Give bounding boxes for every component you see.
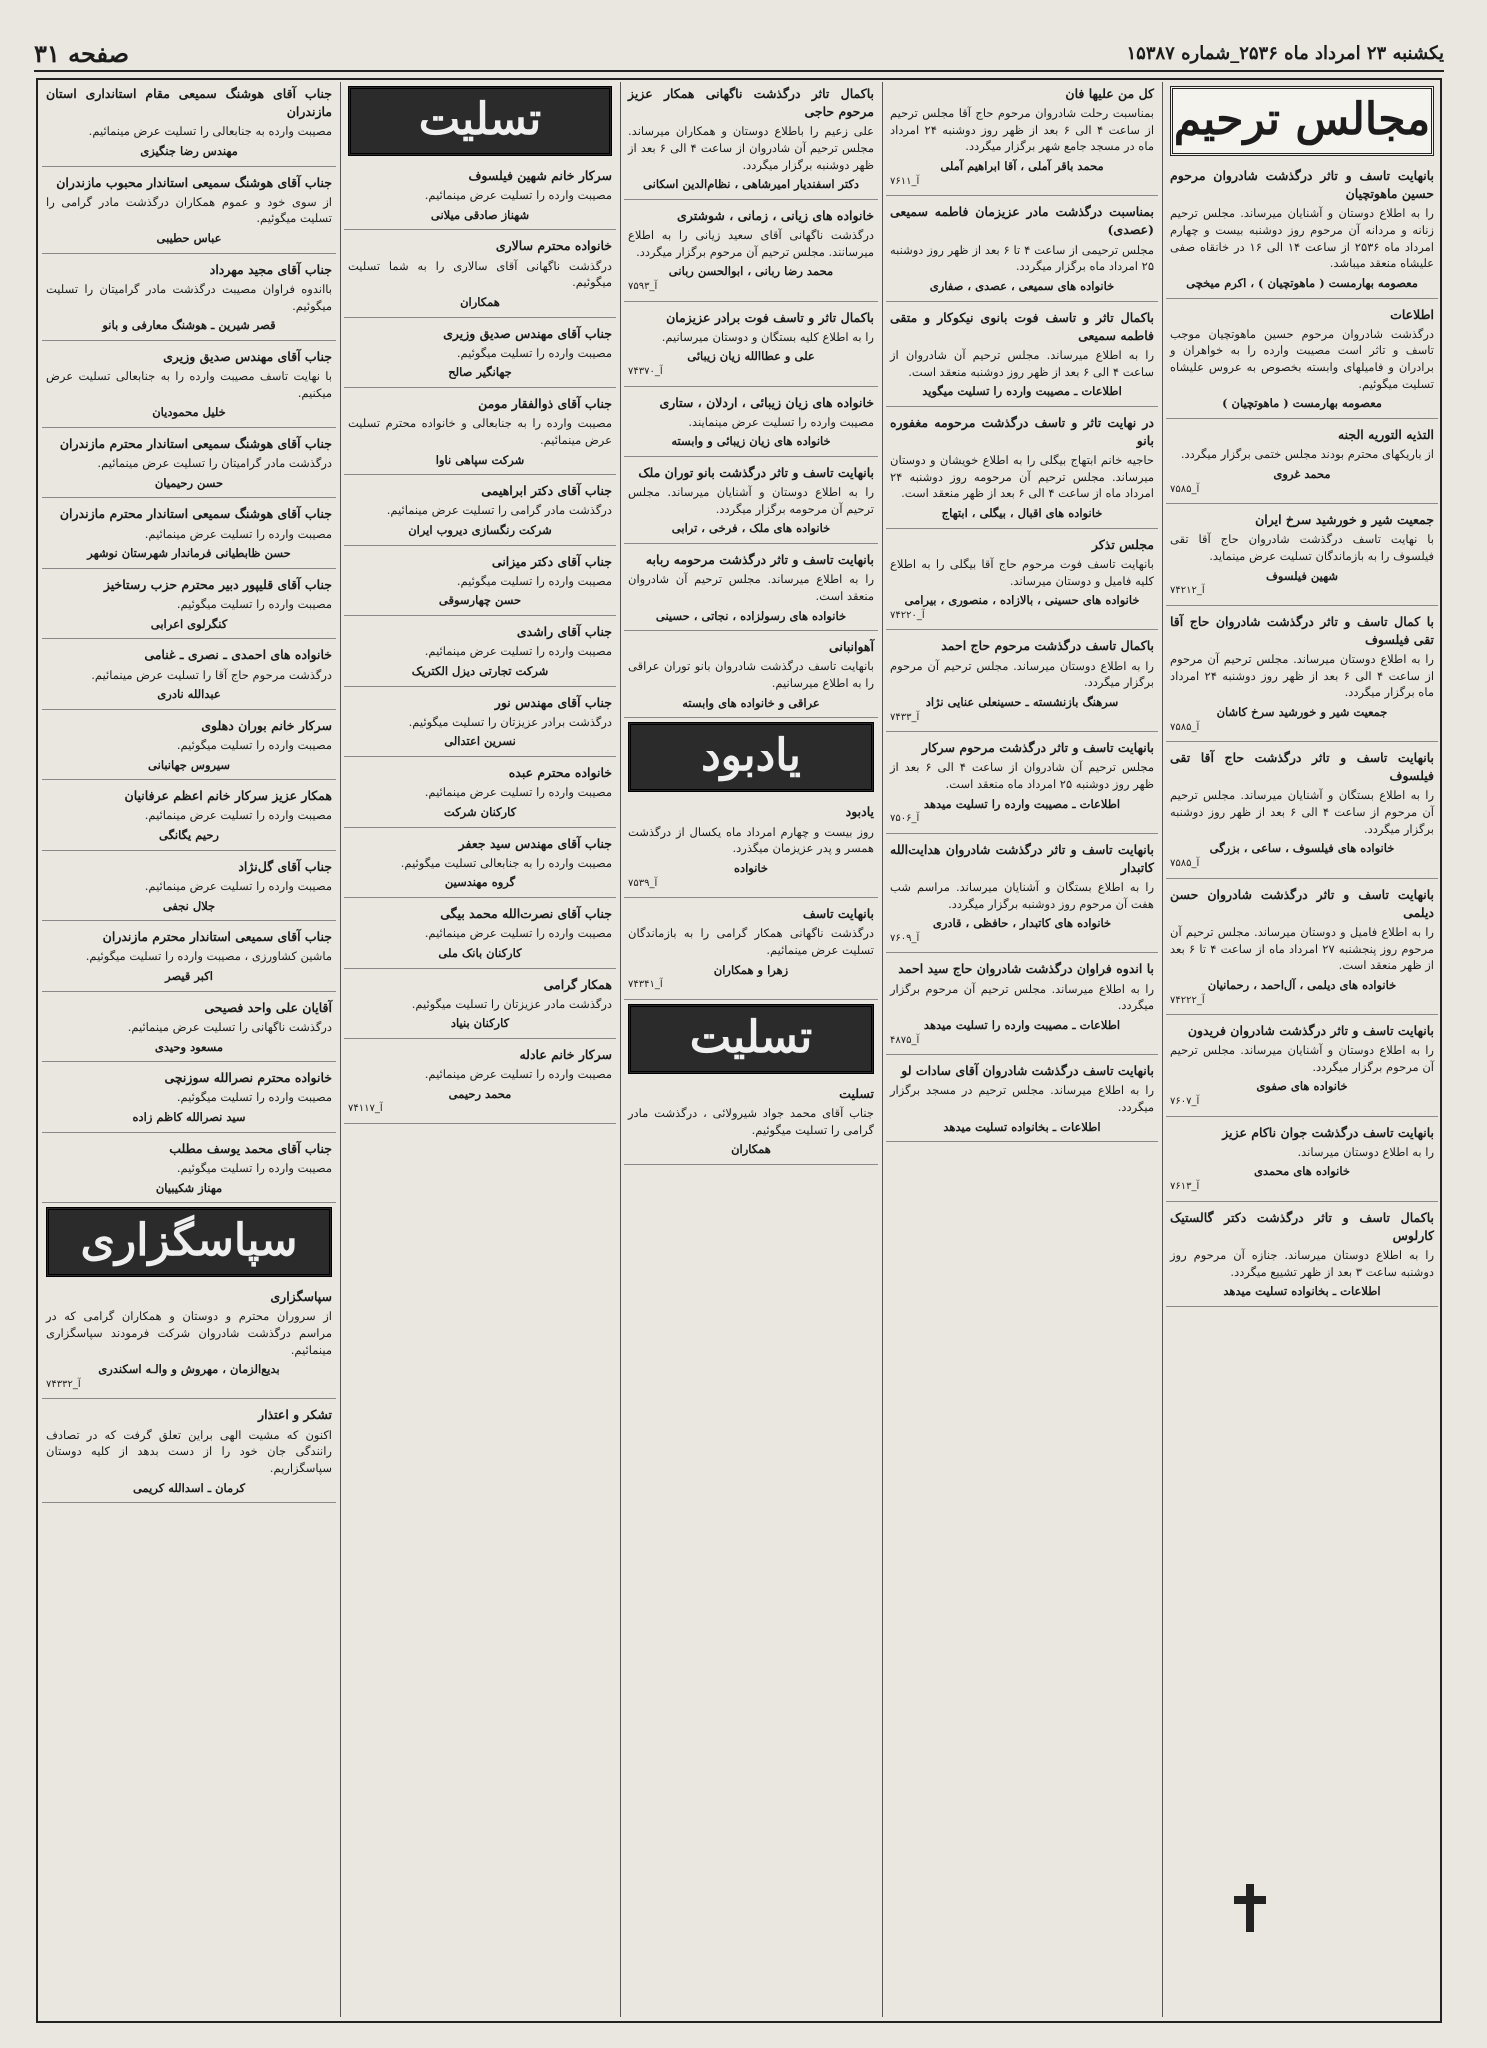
notice-signature: شرکت سپاهی ناوا <box>435 452 525 467</box>
col1-notices <box>1166 164 1438 1307</box>
notice-title: جناب آقای مهندس صدیق وزیری <box>443 325 612 341</box>
notice-body: را به اطلاع فامیل و دوستان میرساند. مجلس ترحیم آن مرحوم روز پنجشنبه ۲۷ امرداد ماه از ساعت ۴ تا ۶ بعد از ظهر منعقد است. <box>1170 924 1435 973</box>
notice-signature: معصومه بهارمست ( ماهوتچیان ) ، اکرم میخچی <box>1186 275 1418 290</box>
notice-title: جناب آقای مجید مهرداد <box>209 261 332 277</box>
obituary-notice <box>624 461 878 544</box>
obituary-notice <box>42 502 336 568</box>
notice-title: جناب آقای نصرت‌الله محمد بیگی <box>440 906 612 922</box>
col3-notices-c <box>624 1082 878 1165</box>
notice-signature: خلیل محمودیان <box>152 405 226 420</box>
obituary-notice <box>42 258 336 341</box>
obituary-notice <box>624 548 878 631</box>
obituary-notice <box>42 573 336 639</box>
column-2 <box>886 82 1158 2017</box>
obituary-notice <box>624 306 878 387</box>
notice-signature: کارکنان بنیاد <box>450 1016 510 1031</box>
notice-body: مصیبت وارده را تسلیت عرض مینمائیم. <box>424 1067 612 1082</box>
notice-body: مصیبت وارده را تسلیت عرض مینمائیم. <box>144 526 332 541</box>
notice-signature: حسن ظابطیانی فرماندار شهرستان نوشهر <box>87 546 291 561</box>
notice-title: سرکار خانم شهین فیلسوف <box>468 168 612 183</box>
notice-body: را به اطلاع دوستان میرساند. مجلس ترحیم آن مرحوم از ساعت ۴ الی ۶ بعد از ظهر روز دوشنبه ۲۴ امرداد ماه برگزار میگردد. <box>1170 651 1435 700</box>
column-1 <box>1166 82 1438 2017</box>
obituary-notice <box>886 838 1158 954</box>
notice-signature: رحیم یگانگی <box>159 828 219 843</box>
notice-title: یادبود <box>845 804 874 820</box>
notice-signature: محمد غروی <box>1273 466 1331 481</box>
obituary-notice <box>886 1059 1158 1142</box>
notice-signature: کارکنان شرکت <box>443 804 517 819</box>
notice-body: مصیبت وارده را تسلیت میگوئیم. <box>456 345 612 360</box>
obituary-notice <box>42 82 336 167</box>
notice-body: را به اطلاع دوستان و آشنایان میرساند. مجلس ترحیم زنانه و مردانه آن مرحوم روز دوشنبه بیست و چهارم امرداد ماه ۲۵۳۶ از ساعت ۱۴ الی ۱۶ در خانقاه صفی علیشاه منعقد میباشد. <box>1170 206 1435 271</box>
notice-title: باکمال تاثر درگذشت ناگهانی همکار عزیز مرحوم حاجی <box>628 86 874 120</box>
notice-signature: سرهنگ بازنشسته ـ حسینعلی عنایی نژاد <box>925 694 1119 709</box>
obituary-notice <box>344 164 616 230</box>
col4-notices <box>344 164 616 1124</box>
notice-title: اطلاعات <box>1390 306 1434 322</box>
notice-body: درگذشت مرحوم حاج آقا را تسلیت عرض مینمائیم. <box>91 667 332 682</box>
notice-signature: کنگرلوی اعرابی <box>150 616 228 631</box>
notice-code: ۷۴۳۴۱_آ <box>628 979 663 991</box>
col5-notices <box>42 82 336 1203</box>
notice-body: را به اطلاع بستگان و آشنایان میرساند. مراسم شب هفت آن مرحوم روز دوشنبه برگزار میگردد. <box>890 879 1154 911</box>
notice-body: مصیبت وارده را تسلیت عرض مینمائیم. <box>424 785 612 800</box>
obituary-notice <box>42 171 336 254</box>
notice-title: خانواده های احمدی ـ نصری ـ غنامی <box>144 647 332 663</box>
notice-title: بانهایت تاسف و تاثر درگذشت شادروان مرحوم حسین ماهوتچیان <box>1170 168 1434 202</box>
notice-code: ۷۴۱۱۷_آ <box>348 1103 383 1115</box>
obituary-notice <box>886 957 1158 1055</box>
notice-code: ۷۵۰۶_آ <box>890 813 920 825</box>
obituary-notice <box>624 82 878 200</box>
obituary-notice <box>344 620 616 686</box>
notice-signature: جلال نجفی <box>162 898 216 913</box>
last-notice <box>42 1403 336 1503</box>
notice-body: مصیبت وارده را تسلیت میگوئیم. <box>456 573 612 588</box>
notice-signature: سیروس جهانبانی <box>148 757 230 772</box>
obituary-notice <box>42 784 336 850</box>
obituary-notice <box>1166 883 1438 1015</box>
obituary-notice <box>1166 164 1438 299</box>
notice-title: التذیه التوریه الجنه <box>1337 427 1434 443</box>
cross-icon <box>1230 1882 1270 1934</box>
issue-date: یکشنبه ۲۳ امرداد ماه ۲۵۳۶_شماره ۱۵۳۸۷ <box>1126 42 1444 64</box>
sepas-notice <box>42 1285 336 1399</box>
obituary-notice <box>42 1137 336 1203</box>
notice-code: ۷۵۹۳_آ <box>628 281 658 293</box>
obituary-notice <box>344 691 616 757</box>
obituary-notice <box>42 714 336 780</box>
obituary-notice <box>42 996 336 1062</box>
obituary-notice <box>624 902 878 1000</box>
obituary-notice <box>344 902 616 968</box>
notice-body: درگذشت مادر گرامی را تسلیت عرض مینمائیم. <box>386 503 612 518</box>
notice-signature: عباس حطیبی <box>156 231 222 246</box>
notice-code: ۷۶۰۷_آ <box>1170 1096 1200 1108</box>
notice-body: جناب آقای محمد جواد شیرولائی ، درگذشت مادر گرامی را تسلیت میگوئیم. <box>628 1105 874 1137</box>
banner-tasliyat-1: تسلیت <box>348 86 612 156</box>
notice-signature: اطلاعات ـ مصیبت وارده را تسلیت میدهد <box>923 1017 1121 1032</box>
notice-body: درگذشت ناگهانی آقای سالاری را به شما تسلیت میگوئیم. <box>348 258 612 290</box>
obituary-notice <box>886 411 1158 529</box>
obituary-notice <box>344 761 616 827</box>
notice-code: ۷۴۲۲۰_آ <box>890 609 925 621</box>
banner-yadbood: یادبود <box>628 722 874 792</box>
column-3 <box>624 82 878 2017</box>
obituary-notice <box>886 533 1158 631</box>
notice-body: درگذشت ناگهانی آقای سعید زیانی را به اطلاع میرسانند. مجلس ترحیم آن مرحوم برگزار میگردد. <box>628 228 874 259</box>
notice-body: را به اطلاع دوستان میرساند. جنازه آن مرحوم روز دوشنبه ساعت ۳ بعد از ظهر تشییع میگردد. <box>1170 1247 1434 1279</box>
obituary-notice <box>42 855 336 921</box>
obituary-notice <box>886 306 1158 407</box>
notice-body: را به اطلاع میرساند. مجلس ترحیم آن شادروان منعقد است. <box>628 572 874 603</box>
obituary-notice <box>42 643 336 709</box>
notice-title: همکار عزیز سرکار خانم اعظم عرفانیان <box>124 788 332 804</box>
notice-title: تسلیت <box>839 1085 874 1101</box>
notice-signature: شهناز صادقی میلانی <box>430 207 530 222</box>
notice-signature: خانواده های سمیعی ، عصدی ، صفاری <box>929 278 1115 293</box>
notice-title: جناب آقای هوشنگ سمیعی استاندار محترم مازندران <box>59 436 332 452</box>
notice-body: درگذشت برادر عزیزتان را تسلیت میگوئیم. <box>408 714 612 729</box>
notice-code: ۷۵۳۹_آ <box>628 877 658 889</box>
notice-title: بانهایت تاسف درگذشت جوان ناکام عزیز <box>1222 1124 1434 1140</box>
notice-body: مصیبت وارده به جنابعالی را تسلیت عرض مینمائیم. <box>88 124 332 139</box>
obituary-notice <box>886 82 1158 196</box>
page-header <box>34 36 1444 72</box>
notice-body: روز بیست و چهارم امرداد ماه یکسال از درگذشت همسر و پدر عزیزمان میگذرد. <box>628 824 874 856</box>
notice-code: ۷۴۲۱۲_آ <box>1170 585 1205 597</box>
obituary-notice <box>624 800 878 898</box>
notice-title: بانهایت تاسف و تاثر درگذشت شادروان حسن دیلمی <box>1170 886 1434 920</box>
notice-signature: اکبر قیصر <box>165 969 213 984</box>
notice-code: ۷۶۱۱_آ <box>890 175 920 187</box>
notice-title: بانهایت تاسف درگذشت شادروان آقای سادات لو <box>901 1063 1154 1079</box>
notice-signature: مهندس رضا جنگیزی <box>140 143 238 158</box>
notice-signature: اطلاعات ـ مصیبت وارده را تسلیت میگوید <box>922 384 1122 399</box>
notice-body: مصیبت وارده را تسلیت میگوئیم. <box>176 738 332 753</box>
notice-signature: جهانگیر صالح <box>448 365 512 380</box>
notice-title: همکار گرامی <box>543 976 612 992</box>
notice-title: بانهایت تاسف و تاثر درگذشت مرحومه ربابه <box>645 552 874 568</box>
notice-signature: خانواده <box>733 860 769 875</box>
notice-title: بانهایت تاسف <box>802 906 874 922</box>
notice-title: جناب آقای مهندس سید جعفر <box>458 835 612 851</box>
obituary-notice <box>624 391 878 457</box>
notice-body: مصیبت وارده را تسلیت میگوئیم. <box>176 1160 332 1175</box>
notice-signature: خانواده های زیان زیبائی و وابسته <box>671 434 831 449</box>
notice-signature: اطلاعات ـ بخانواده تسلیت میدهد <box>943 1119 1101 1134</box>
notice-body: از سوی خود و عموم همکاران درگذشت مادر گرامی را تسلیت میگوئیم. <box>46 194 332 226</box>
obituary-notice <box>886 200 1158 301</box>
notice-signature: قصر شیرین ـ هوشنگ معارفی و بانو <box>102 318 276 333</box>
notice-body: مصیبت وارده را تسلیت عرض مینمائیم. <box>424 188 612 203</box>
notice-code: ۴۸۷۵_آ <box>890 1034 920 1046</box>
notice-title: آقایان علی واحد فصیحی <box>204 999 332 1015</box>
notice-signature: خانواده های دیلمی ، آل‌احمد ، رحمانیان <box>1207 977 1397 992</box>
notice-title: جمعیت شیر و خورشید سرخ ایران <box>1255 512 1434 528</box>
notice-code: ۷۴۲۲۲_آ <box>1170 994 1205 1006</box>
notice-signature: حسن چهارسوقی <box>438 593 522 608</box>
notice-signature: معصومه بهارمست ( ماهوتچیان ) <box>1222 396 1382 411</box>
last-notice-title: تشکر و اعتذار <box>258 1407 332 1423</box>
notice-title: جناب آقای هوشنگ سمیعی استاندار محترم مازندران <box>59 506 332 522</box>
notice-title: خانواده های زیانی ، زمانی ، شوشتری <box>677 207 874 223</box>
notice-title: بانهایت تاسف و تاثر درگذشت مرحوم سرکار <box>921 740 1154 756</box>
obituary-notice <box>1166 610 1438 742</box>
notice-title: جناب آقای راشدی <box>516 624 612 640</box>
notice-body: را به اطلاع دوستان و آشنایان میرساند. مجلس ترحیم آن مرحوم برگزار میگردد. <box>1170 1043 1434 1074</box>
notice-signature: نسرین اعتدالی <box>444 734 516 749</box>
notice-signature: اطلاعات ـ مصیبت وارده را تسلیت میدهد <box>923 796 1121 811</box>
notice-title: بانهایت تاسف و تاثر درگذشت بانو توران ملک <box>638 465 874 481</box>
notice-signature: شرکت رنگسازی دیروب ایران <box>408 523 552 538</box>
notice-signature: شرکت تجارتی دیزل الکتریک <box>411 663 549 678</box>
notice-title: جناب آقای گل‌نژاد <box>238 858 332 874</box>
obituary-notice <box>1166 1019 1438 1117</box>
notice-body: مصیبت وارده را تسلیت عرض مینمائیم. <box>424 926 612 941</box>
obituary-notice <box>886 736 1158 834</box>
notice-title: جناب آقای سمیعی استاندار محترم مازندران <box>102 929 332 945</box>
sepas-body: از سروران محترم و دوستان و همکاران گرامی که در مراسم درگذشت شادروان شرکت فرمودند سپاسگزاری مینمائیم. <box>46 1309 332 1357</box>
notice-title: باکمال تاسف و تاثر درگذشت دکتر گالستیک کارلوس <box>1170 1209 1434 1243</box>
notice-signature: حسن رحیمیان <box>154 475 224 490</box>
notice-body: حاجیه خانم ابتهاج بیگلی را به اطلاع خویشان و دوستان میرساند. مجلس ترحیم آن مرحومه روز دوشنبه ۲۴ امرداد ماه از ساعت ۴ الی ۶ بعد از ظهر منعقد است. <box>890 453 1154 501</box>
obituary-notice <box>42 432 336 498</box>
obituary-notice <box>344 234 616 317</box>
sepas-title: سپاسگزاری <box>270 1289 332 1305</box>
notice-body: مجلس ترحیم آن شادروان از ساعت ۴ الی ۶ بعد از ظهر روز دوشنبه ۲۵ امرداد ماه منعقد است. <box>890 760 1154 791</box>
last-notice-body: اکنون که مشیت الهی براین تعلق گرفت که در تصادف رانندگی جان خود را از دست بدهد از کلیه دوستان سپاسگزاریم. <box>46 1427 332 1475</box>
notice-title: خانواده های زیان زیبائی ، اردلان ، ستاری <box>659 394 874 410</box>
notice-body: ماشین کشاورزی ، مصیبت وارده را تسلیت میگوئیم. <box>85 949 332 964</box>
notice-signature: دکتر اسفندیار امیرشاهی ، نظام‌الدین اسکانی <box>643 177 859 192</box>
notice-code: ۷۶۱۳_آ <box>1170 1181 1200 1193</box>
notice-code: ۷۵۸۵_آ <box>1170 721 1200 733</box>
notice-signature: عبدالله نادری <box>157 687 221 702</box>
notice-title: بانهایت تاسف و تاثر درگذشت حاج آقا تقی فیلسوف <box>1170 750 1434 784</box>
notice-body: مصیبت وارده را به جنابعالی و خانواده محترم تسلیت عرض مینمائیم. <box>348 416 612 447</box>
notice-title: باکمال تاثر و تاسف فوت بانوی نیکوکار و متقی فاطمه سمیعی <box>890 309 1154 343</box>
column-rule <box>340 82 341 2017</box>
notice-body: مصیبت وارده را تسلیت عرض مینمایند. <box>688 414 874 429</box>
notice-signature: خانواده های حسینی ، بالازاده ، منصوری ، بیرامی <box>904 593 1140 608</box>
notice-body: را به اطلاع کلیه بستگان و دوستان میرسانیم. <box>661 329 874 344</box>
notice-title: مجلس تذکر <box>1091 536 1154 552</box>
notice-title: در نهایت تاثر و تاسف درگذشت مرحومه مغفوره بانو <box>890 414 1154 448</box>
notice-body: بااندوه فراوان مصیبت درگذشت مادر گرامیتان را تسلیت میگوئیم. <box>46 281 332 313</box>
notice-title: آهوانبانی <box>829 639 874 655</box>
notice-signature: محمد رضا ربانی ، ابوالحسن ربانی <box>668 264 834 279</box>
notice-body: را به اطلاع میرساند. مجلس ترحیم آن مرحوم برگزار میگردد. <box>890 981 1154 1013</box>
notice-title: جناب آقای ذوالفقار مومن <box>478 396 612 412</box>
obituary-notice <box>1166 1206 1438 1307</box>
notice-body: مصیبت وارده را تسلیت میگوئیم. <box>176 597 332 612</box>
notice-signature: سید نصرالله کاظم زاده <box>132 1110 246 1125</box>
notice-title: جناب آقای قلیپور دبیر محترم حزب رستاخیز <box>103 576 332 592</box>
notice-body: را به اطلاع دوستان و آشنایان میرساند. مجلس ترحیم آن مرحومه برگزار میگردد. <box>628 485 874 516</box>
notice-body: درگذشت ناگهانی همکار گرامی را به بازماندگان تسلیت عرض مینمائیم. <box>628 926 874 957</box>
notice-title: جناب آقای مهندس صدیق وزیری <box>163 348 332 364</box>
column-rule <box>620 82 621 2017</box>
notice-body: بمناسبت رحلت شادروان مرحوم حاج آقا مجلس ترحیم از ساعت ۴ الی ۶ بعد از ظهر روز دوشنبه ۲۴ امرداد ماه در مسجد جامع شهر برگزار میگردد. <box>890 106 1155 154</box>
banner-sepasgozari: سپاسگزاری <box>46 1207 332 1277</box>
notice-body: را به اطلاع بستگان و آشنایان میرساند. مجلس ترحیم آن مرحوم از ساعت ۴ الی ۶ بعد از ظهر روز دوشنبه برگزار میگردد. <box>1170 788 1435 836</box>
column-rule <box>1162 82 1163 2017</box>
obituary-notice <box>344 973 616 1039</box>
obituary-notice <box>344 550 616 616</box>
notice-body: درگذشت مادر عزیزتان را تسلیت میگوئیم. <box>411 996 612 1011</box>
notice-signature: مهناز شکیبیان <box>155 1180 223 1195</box>
obituary-notice <box>624 635 878 718</box>
notice-body: مصیبت وارده را تسلیت عرض مینمائیم. <box>424 644 612 659</box>
notice-signature: مسعود وحیدی <box>154 1039 224 1054</box>
obituary-notice <box>624 1082 878 1165</box>
banner-tasliyat-2: تسلیت <box>628 1004 874 1074</box>
notice-body: مصیبت وارده را تسلیت عرض مینمائیم. <box>144 808 332 823</box>
notice-signature: خانواده های اقبال ، بیگلی ، ابتهاج <box>941 506 1103 521</box>
notice-signature: گروه مهندسین <box>444 875 516 890</box>
notice-body: علی زعیم را باطلاع دوستان و همکاران میرساند. مجلس ترحیم آن شادروان از ساعت ۴ الی ۶ بعد از ظهر دوشنبه برگزار میگردد. <box>628 124 874 172</box>
obituary-notice <box>344 1043 616 1124</box>
notice-body: با نهایت تاسف درگذشت شادروان حاج آقا تقی فیلسوف را به بازماندگان تسلیت عرض مینماید. <box>1170 532 1434 563</box>
obituary-notice <box>42 345 336 428</box>
obituary-notice <box>886 634 1158 732</box>
notice-code: ۷۴۳۷۰_آ <box>628 366 663 378</box>
notice-body: را به اطلاع میرساند. مجلس ترحیم در مسجد برگزار میگردد. <box>890 1083 1154 1114</box>
notice-body: از باریکهای محترم بودند مجلس ختمی برگزار میگردد. <box>1180 447 1434 462</box>
notice-title: سرکار خانم عادله <box>519 1046 612 1062</box>
obituary-notice <box>1166 1121 1438 1202</box>
notice-title: جناب آقای هوشنگ سمیعی مقام استانداری استان مازندران <box>46 86 332 120</box>
page-number: صفحه ۳۱ <box>34 38 130 68</box>
notice-code: ۷۵۸۵_آ <box>1170 858 1200 870</box>
notice-body: مجلس ترحیمی از ساعت ۴ تا ۶ بعد از ظهر روز دوشنبه ۲۵ امرداد ماه برگزار میگردد. <box>890 242 1155 274</box>
notice-body: مصیبت وارده را به جنابعالی تسلیت میگوئیم. <box>400 855 612 870</box>
notice-signature: زهرا و همکاران <box>713 962 789 977</box>
banner-majales-tarhim: مجالس ترحیم <box>1170 86 1434 156</box>
notice-title: با اندوه فراوان درگذشت شادروان حاج سید احمد <box>898 961 1154 977</box>
notice-title: کل من علیها فان <box>1065 86 1154 101</box>
notice-title: بانهایت تاسف و تاثر درگذشت شادروان هدایت‌الله کاتبدار <box>890 841 1154 875</box>
sepas-code: ۷۴۳۳۲_آ <box>46 1378 81 1390</box>
notice-title: باکمال تاثر و تاسف فوت برادر عزیزمان <box>666 309 874 325</box>
notice-body: درگذشت ناگهانی را تسلیت عرض مینمائیم. <box>127 1019 332 1034</box>
notice-signature: علی و عطاالله زیان زیبائی <box>687 349 815 364</box>
column-5 <box>42 82 336 2017</box>
notice-signature: عراقی و خانواده های وابسته <box>682 695 820 710</box>
notice-code: ۷۵۸۵_آ <box>1170 483 1200 495</box>
notice-signature: خانواده های فیلسوف ، ساعی ، بزرگی <box>1209 841 1395 856</box>
notice-title: بمناسبت درگذشت مادر عزیزمان فاطمه سمیعی (عصدی) <box>890 204 1154 238</box>
notice-signature: شهین فیلسوف <box>1265 568 1339 583</box>
notice-signature: کارکنان بانک ملی <box>438 945 522 960</box>
col2-notices <box>886 82 1158 1142</box>
notice-signature: خانواده های صفوی <box>1256 1079 1348 1094</box>
notice-signature: محمد باقر آملی ، آقا ابراهیم آملی <box>940 159 1104 174</box>
obituary-notice <box>1166 508 1438 606</box>
notice-title: جناب آقای دکتر ابراهیمی <box>481 483 612 499</box>
notice-signature: محمد رحیمی <box>448 1086 512 1101</box>
notice-body: درگذشت شادروان مرحوم حسین ماهوتچیان موجب تاسف و تاثر است مصیبت وارده را به خواهران و برادران و فامیلهای وابسته بخصوص به عروس علیشاه تسلیت میگوئیم. <box>1170 326 1434 391</box>
obituary-notice <box>1166 423 1438 504</box>
notice-body: را به اطلاع دوستان میرساند. <box>1297 1144 1434 1159</box>
obituary-notice <box>1166 746 1438 878</box>
notice-body: را به اطلاع دوستان میرساند. مجلس ترحیم آن مرحوم برگزار میگردد. <box>890 658 1154 690</box>
col3-notices-a <box>624 82 878 718</box>
notice-body: مصیبت وارده را تسلیت میگوئیم. <box>176 1090 332 1105</box>
notice-title: خانواده محترم سالاری <box>495 238 612 254</box>
notice-body: مصیبت وارده را تسلیت عرض مینمائیم. <box>144 878 332 893</box>
notice-signature: خانواده های کاتبدار ، حافظی ، قادری <box>932 916 1112 931</box>
obituary-notice <box>624 204 878 302</box>
col3-notices-b <box>624 800 878 999</box>
obituary-notice <box>344 392 616 475</box>
notice-body: با نهایت تاسف مصیبت وارده را به جنابعالی تسلیت عرض میکنیم. <box>46 369 332 400</box>
column-rule <box>882 82 883 2017</box>
notice-title: باکمال تاسف درگذشت مرحوم حاج احمد <box>941 638 1154 654</box>
obituary-notice <box>344 832 616 898</box>
notice-title: جناب آقای مهندس نور <box>494 694 612 710</box>
notice-signature: همکاران <box>460 294 500 309</box>
notice-code: ۷۴۳۳_آ <box>890 711 920 723</box>
notice-signature: خانواده های محمدی <box>1254 1164 1350 1179</box>
notice-title: خانواده محترم عبده <box>508 765 612 781</box>
notice-title: جناب آقای محمد یوسف مطلب <box>169 1140 332 1156</box>
obituary-notice <box>344 479 616 545</box>
notice-body: درگذشت مادر گرامیتان را تسلیت عرض مینمائیم. <box>97 456 332 471</box>
column-4 <box>344 82 616 2017</box>
sepas-sign: بدیع‌الزمان ، مهروش و والـه اسکندری <box>98 1362 280 1377</box>
notice-title: جناب آقای دکتر میزانی <box>491 553 612 569</box>
notice-signature: اطلاعات ـ بخانواده تسلیت میدهد <box>1223 1284 1381 1299</box>
obituary-notice <box>344 322 616 388</box>
notice-code: ۷۶۰۹_آ <box>890 932 920 944</box>
notice-body: بانهایت تاسف درگذشت شادروان بانو توران عراقی را به اطلاع میرسانیم. <box>628 659 874 691</box>
notice-title: خانواده محترم نصرالله سوزنچی <box>164 1070 332 1086</box>
notice-title: بانهایت تاسف و تاثر درگذشت شادروان فریدون <box>1187 1023 1434 1039</box>
notice-title: با کمال تاسف و تاثر درگذشت شادروان حاج آقا تقی فیلسوف <box>1170 613 1434 647</box>
notice-title: سرکار خانم بوران دهلوی <box>201 717 332 733</box>
obituary-notice <box>42 925 336 991</box>
notice-body: بانهایت تاسف فوت مرحوم حاج آقا بیگلی را به اطلاع کلیه فامیل و دوستان میرساند. <box>890 556 1154 588</box>
obituary-notice <box>42 1066 336 1132</box>
notice-signature: خانواده های رسولزاده ، نجاتی ، حسینی <box>655 608 847 623</box>
notice-signature: همکاران <box>731 1142 771 1157</box>
notice-body: را به اطلاع میرساند. مجلس ترحیم آن شادروان از ساعت ۴ الی ۶ بعد از ظهر روز دوشنبه منعقد است. <box>890 347 1154 379</box>
obituary-notice <box>1166 303 1438 419</box>
notice-title: جناب آقای هوشنگ سمیعی استاندار محبوب مازندران <box>56 174 332 190</box>
last-notice-sign: کرمان ـ اسدالله کریمی <box>132 1480 246 1495</box>
notice-signature: خانواده های ملک ، فرخی ، ترابی <box>671 521 831 536</box>
notice-signature: جمعیت شیر و خورشید سرخ کاشان <box>1216 704 1388 719</box>
